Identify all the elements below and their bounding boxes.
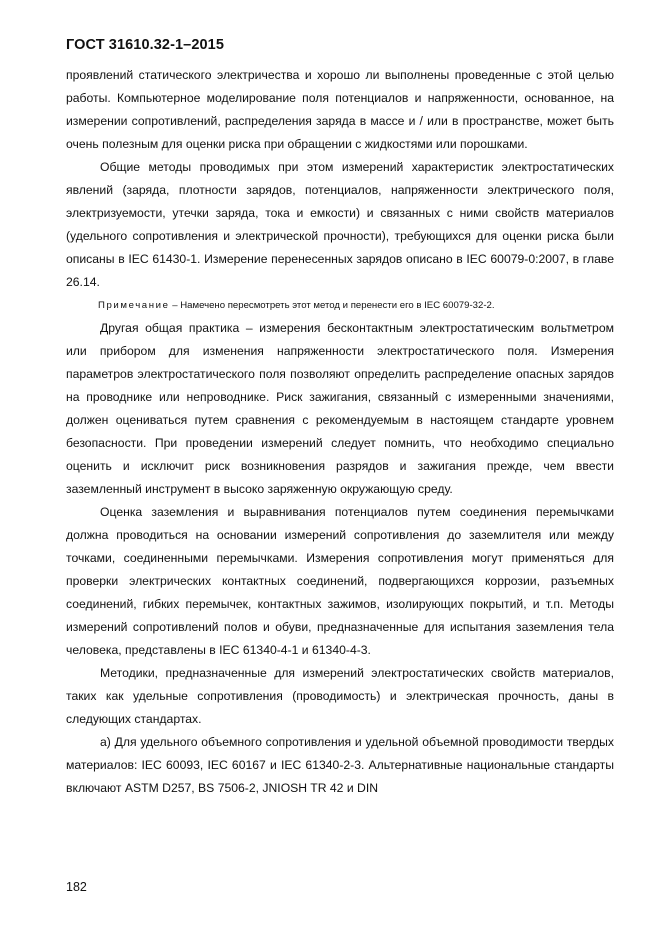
document-body (66, 64, 614, 800)
list-item-a: а) Для удельного объемного сопротивления и удельной объемной проводимости твердых материалов: IEC 60093, IEC 60167 и IEC 61340-2-3. Альтернативные национальные стандарты включают ASTM D257, BS 7506-2, JNIOSH TR 42 и DIN (66, 735, 614, 795)
paragraph-grounding-assessment: Оценка заземления и выравнивания потенциалов путем соединения перемычками должна проводиться на основании измерений сопротивления до заземлителя или между точками, соединенными перемычками. Измерения сопротивления могут применяться для проверки электрических контактных соединений, подвергающихся коррозии, разъемных соединений, гибких перемычек, контактных зажимов, изолирующих покрытий, и т.п. Методы измерений сопротивлений полов и обуви, предназначенные для испытания заземления тела человека, представлены в IEC 61340-4-1 и 61340-4-3. (66, 505, 614, 657)
paragraph-measurement-methods: Общие методы проводимых при этом измерений характеристик электростатических явлений (заряда, плотности зарядов, потенциалов, напряженности электрического поля, электризуемости, утечки заряда, тока и емкости) и связанных с ними свойств материалов (удельного сопротивления и электрической прочности), требующихся для оценки риска были описаны в IEC 61430-1. Измерение перенесенных зарядов описано в IEC 60079-0:2007, в главе 26.14. (66, 160, 614, 289)
page-number: 182 (66, 880, 87, 894)
note-paragraph (66, 294, 614, 317)
note-label: Примечание (98, 300, 170, 311)
paragraph-material-methods: Методики, предназначенные для измерений электростатических свойств материалов, таких как удельные сопротивления (проводимость) и электрическая прочность, даны в следующих стандартах. (66, 666, 614, 726)
document-header-title: ГОСТ 31610.32-1–2015 (66, 37, 224, 53)
note-text: Намечено пересмотреть этот метод и перенести его в IEC 60079-32-2. (180, 300, 495, 311)
paragraph-continuation: проявлений статического электричества и хорошо ли выполнены проведенные с этой целью работы. Компьютерное моделирование поля потенциалов и напряженности, основанное, на измерении сопротивлений, распределения заряда в массе и / или в пространстве, может быть очень полезным для оценки риска при обращении с жидкостями или порошками. (66, 68, 614, 151)
note-separator: – (169, 300, 181, 311)
paragraph-noncontact-voltmeter: Другая общая практика – измерения бесконтактным электростатическим вольтметром или прибором для изменения напряженности электростатического поля. Измерения параметров электростатического поля позволяют определить распределение опасных зарядов на проводнике или непроводнике. Риск зажигания, связанный с измеренными значениями, должен оцениваться путем сравнения с рекомендуемым в настоящем стандарте уровнем безопасности. При проведении измерений следует помнить, что необходимо специально оценить и исключит риск возникновения разрядов и зажигания прежде, чем ввести заземленный инструмент в высоко заряженную окружающую среду. (66, 321, 614, 496)
